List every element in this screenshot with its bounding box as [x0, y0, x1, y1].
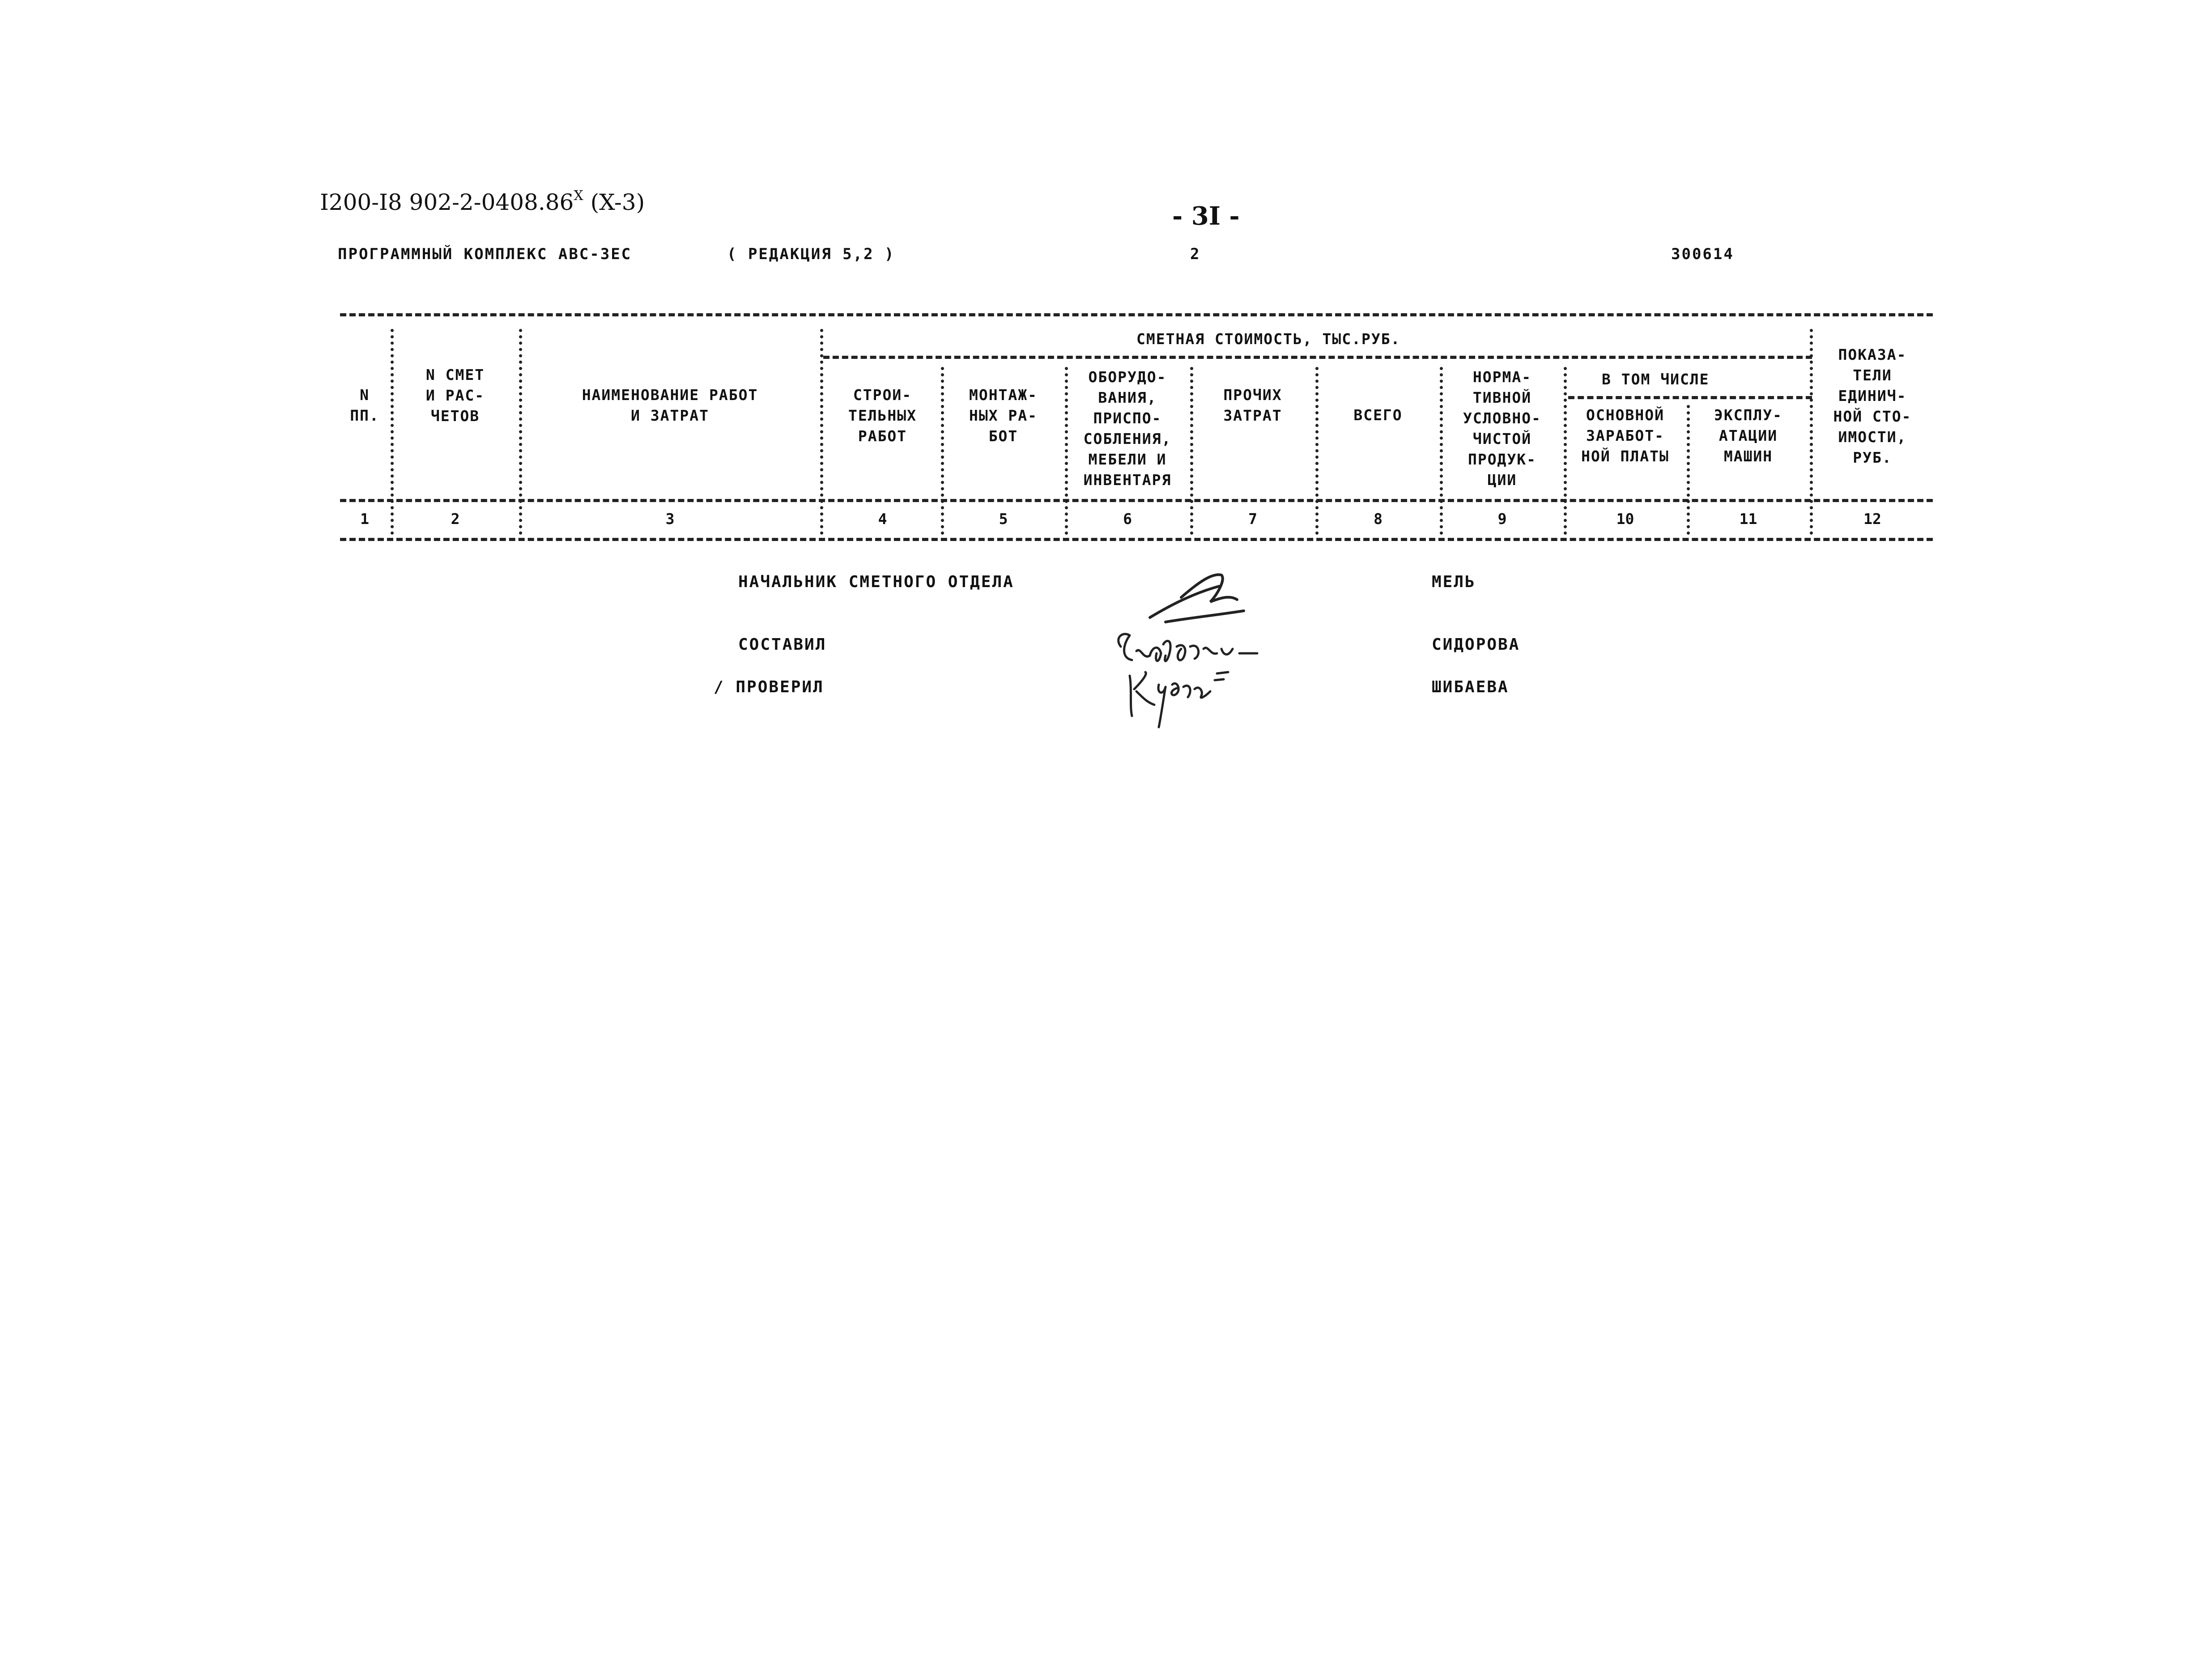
col-separator [519, 329, 522, 535]
header-bottom-rule [340, 499, 1933, 502]
column-number: 8 [1374, 510, 1382, 528]
column-header: ПРОЧИХ ЗАТРАТ [1223, 386, 1282, 424]
document-code [320, 188, 645, 215]
column-header: N СМЕТ И РАС- ЧЕТОВ [425, 366, 485, 425]
col-separator [391, 329, 394, 535]
group-header-rule [823, 356, 1812, 359]
column-header: НАИМЕНОВАНИЕ РАБОТ И ЗАТРАТ [582, 386, 758, 424]
column-header: ПОКАЗА- ТЕЛИ ЕДИНИЧ- НОЙ СТО- ИМОСТИ, РУБ. [1833, 346, 1912, 466]
signature-role: СОСТАВИЛ [738, 635, 827, 654]
subgroup-header-rule [1568, 396, 1812, 399]
program-edition: ( РЕДАКЦИЯ 5,2 ) [727, 245, 895, 263]
document-code-main: I200-I8 902-2-0408.86 [320, 189, 574, 215]
signature-name: МЕЛЬ [1432, 573, 1476, 591]
col-separator [820, 329, 823, 535]
column-number: 12 [1863, 510, 1881, 528]
column-number: 2 [451, 510, 460, 528]
page-number: - 3I - [1172, 201, 1240, 231]
column-number: 11 [1739, 510, 1757, 528]
column-header: ЭКСПЛУ- АТАЦИИ МАШИН [1714, 406, 1783, 465]
column-number: 4 [878, 510, 887, 528]
column-header: СТРОИ- ТЕЛЬНЫХ РАБОТ [848, 386, 917, 445]
program-title: ПРОГРАММНЫЙ КОМПЛЕКС АВС-3ЕС [338, 245, 632, 263]
column-number: 7 [1248, 510, 1257, 528]
table-top-rule [340, 313, 1933, 316]
signature-role: НАЧАЛЬНИК СМЕТНОГО ОТДЕЛА [738, 573, 1014, 591]
column-header: МОНТАЖ- НЫХ РА- БОТ [969, 386, 1038, 445]
column-number: 3 [665, 510, 675, 528]
col-separator [1315, 367, 1319, 535]
subgroup-header-including: В ТОМ ЧИСЛЕ [1602, 371, 1710, 388]
document-code-tail: (X-3) [583, 189, 645, 215]
program-code: 300614 [1671, 245, 1734, 263]
col-separator [1440, 367, 1443, 535]
handwritten-signature [1110, 555, 1315, 734]
column-header: ВСЕГО [1353, 406, 1403, 424]
numbers-bottom-rule [340, 538, 1933, 541]
column-number: 1 [360, 510, 369, 528]
signature-role: / ПРОВЕРИЛ [714, 678, 824, 696]
column-number: 9 [1497, 510, 1507, 528]
document-code-sup: X [574, 188, 583, 204]
column-header: ОБОРУДО- ВАНИЯ, ПРИСПО- СОБЛЕНИЯ, МЕБЕЛИ И ИНВЕНТАРЯ [1083, 368, 1172, 489]
column-number: 10 [1616, 510, 1634, 528]
col-separator [941, 367, 944, 535]
group-header-estimated-cost: СМЕТНАЯ СТОИМОСТЬ, ТЫС.РУБ. [1136, 330, 1401, 348]
column-number: 6 [1123, 510, 1132, 528]
column-header: НОРМА- ТИВНОЙ УСЛОВНО- ЧИСТОЙ ПРОДУК- ЦИИ [1463, 368, 1541, 489]
signature-name: СИДОРОВА [1432, 635, 1520, 654]
sheet-number: 2 [1190, 245, 1201, 263]
column-header: N ПП. [350, 386, 379, 424]
column-number: 5 [999, 510, 1008, 528]
column-header: ОСНОВНОЙ ЗАРАБОТ- НОЙ ПЛАТЫ [1581, 406, 1669, 465]
signature-name: ШИБАЕВА [1432, 678, 1509, 696]
